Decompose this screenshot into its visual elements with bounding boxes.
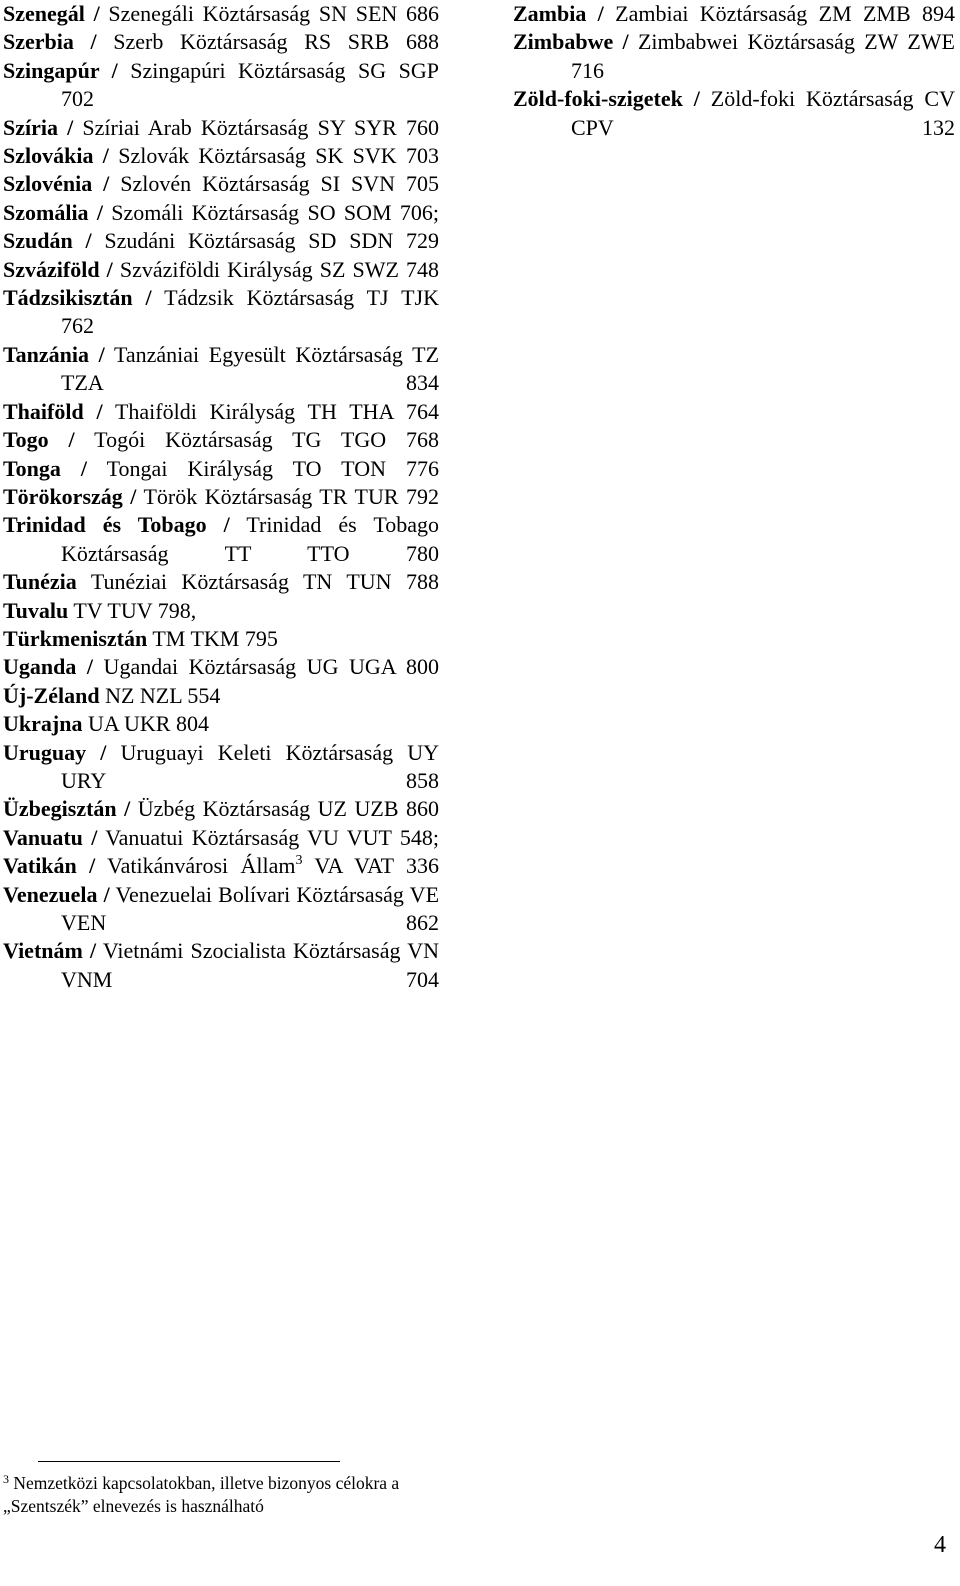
country-details: Tunéziai Köztársaság TN TUN 788 (76, 569, 439, 595)
country-details: TV TUV 798, (68, 597, 197, 623)
country-details: Tanzániai Egyesült Köztársaság TZ TZA 834 (61, 341, 440, 396)
country-name: Ukrajna (3, 711, 83, 737)
country-details: NZ NZL 554 (99, 682, 221, 708)
country-name: Tuvalu (3, 597, 69, 623)
footnote-separator (38, 1461, 340, 1462)
country-name: Thaiföld / (3, 398, 103, 424)
country-name: Szenegál / (3, 1, 100, 26)
country-details: Szerb Köztársaság RS SRB 688 (96, 29, 439, 55)
country-entry (3, 114, 439, 142)
country-details: Vietnámi Szocialista Köztársaság VN VNM 704 (61, 938, 439, 992)
country-details: Török Köztársaság TR TUR 792 (136, 483, 439, 509)
country-entry (513, 85, 955, 142)
country-name: Szíria / (3, 114, 74, 140)
country-details: TM TKM 795 (147, 625, 278, 651)
country-name: Üzbegisztán / (3, 796, 131, 822)
country-name: Uruguay / (3, 739, 107, 765)
country-details: Tongai Királyság TO TON 776 (87, 455, 439, 481)
country-name: Új-Zéland (3, 682, 100, 708)
country-name: Vanuatu / (3, 824, 98, 850)
country-details: Zöld-foki Köztársaság CV CPV 132 (571, 86, 955, 140)
footnote (3, 1472, 433, 1518)
country-details: Tádzsik Köztársaság TJ TJK 762 (61, 285, 439, 339)
country-name: Szingapúr / (3, 57, 118, 83)
country-entry (3, 398, 439, 426)
country-entry (3, 682, 439, 710)
country-entry (3, 795, 439, 823)
footnote-text: Nemzetközi kapcsolatokban, illetve bizonyos célokra a „Szentszék” elnevezés is használható (3, 1473, 400, 1516)
country-entry (3, 824, 439, 852)
country-details: Szomáli Köztársaság SO SOM 706; (102, 199, 439, 225)
country-entry (3, 0, 439, 28)
country-details: Vanuatui Köztársaság VU VUT 548; (97, 824, 439, 850)
country-entry (3, 284, 439, 341)
country-entry (3, 852, 439, 880)
country-details: Vatikánvárosi Állam (95, 853, 296, 879)
country-name: Szudán / (3, 228, 92, 254)
country-codes: VA VAT 336 (302, 853, 439, 879)
country-details: Szingapúri Köztársaság SG SGP 702 (61, 57, 439, 112)
country-details: Venezuelai Bolívari Köztársaság VE VEN 862 (61, 881, 440, 935)
country-name: Zambia / (513, 1, 604, 26)
country-entry (3, 426, 439, 454)
page-number: 4 (934, 1532, 946, 1558)
country-entry (3, 256, 439, 284)
country-details: Üzbég Köztársaság UZ UZB 860 (130, 796, 439, 822)
left-column (3, 0, 439, 994)
country-details: Szlovák Köztársaság SK SVK 703 (108, 143, 439, 169)
country-entry (3, 881, 439, 938)
country-details: Togói Köztársaság TG TGO 768 (74, 427, 439, 453)
country-name: Vatikán / (3, 853, 96, 879)
country-name: Zöld-foki-szigetek / (513, 86, 700, 112)
country-entry (3, 653, 439, 681)
country-name: Szerbia / (3, 29, 97, 55)
country-entry (513, 28, 955, 85)
country-name: Tádzsikisztán / (3, 285, 152, 311)
country-entry (3, 710, 439, 738)
right-column (513, 0, 955, 142)
country-name: Vietnám / (3, 938, 97, 964)
country-entry (3, 170, 439, 198)
country-details: Szlovén Köztársaság SI SVN 705 (109, 171, 439, 197)
country-name: Szomália / (3, 199, 103, 225)
country-name: Szlovénia / (3, 171, 110, 197)
country-entry (3, 142, 439, 170)
country-entry (513, 0, 955, 28)
country-entry (3, 511, 439, 568)
country-details: Zimbabwei Köztársaság ZW ZWE 716 (571, 29, 955, 83)
country-name: Szlovákia / (3, 143, 109, 169)
country-details: Szenegáli Köztársaság SN SEN 686 (99, 1, 439, 26)
country-name: Tanzánia / (3, 341, 105, 367)
country-entry (3, 227, 439, 255)
footnote-marker: 3 (295, 853, 303, 869)
country-entry (3, 455, 439, 483)
country-entry (3, 341, 439, 398)
country-name: Törökország / (3, 483, 137, 509)
country-entry (3, 199, 439, 227)
country-entry (3, 739, 439, 796)
country-entry (3, 28, 439, 56)
country-name: Szváziföld / (3, 256, 113, 282)
country-details: Szíriai Arab Köztársaság SY SYR 760 (73, 114, 439, 140)
country-name: Zimbabwe / (513, 29, 629, 55)
country-name: Uganda / (3, 654, 94, 680)
country-name: Tunézia (3, 569, 77, 595)
country-entry (3, 937, 439, 994)
country-entry (3, 625, 439, 653)
country-name: Togo / (3, 427, 75, 453)
country-entry (3, 568, 439, 596)
country-details: Szváziföldi Királyság SZ SWZ 748 (112, 256, 439, 282)
country-name: Tonga / (3, 455, 88, 481)
footnote-number: 3 (3, 1472, 9, 1486)
country-entry (3, 597, 439, 625)
country-details: Szudáni Köztársaság SD SDN 729 (91, 228, 439, 254)
country-details: Zambiai Köztársaság ZM ZMB 894 (603, 1, 955, 26)
country-name: Venezuela / (3, 881, 110, 907)
country-details: Ugandai Köztársaság UG UGA 800 (93, 654, 439, 680)
country-name: Trinidad és Tobago / (3, 512, 230, 538)
country-details: Uruguayi Keleti Köztársaság UY URY 858 (61, 739, 439, 793)
country-entry (3, 483, 439, 511)
country-name: Türkmenisztán (3, 625, 148, 651)
country-details: UA UKR 804 (82, 711, 209, 737)
country-details: Thaiföldi Királyság TH THA 764 (102, 398, 440, 424)
country-entry (3, 57, 439, 114)
country-details: Trinidad és Tobago Köztársaság TT TTO 780 (61, 512, 439, 566)
